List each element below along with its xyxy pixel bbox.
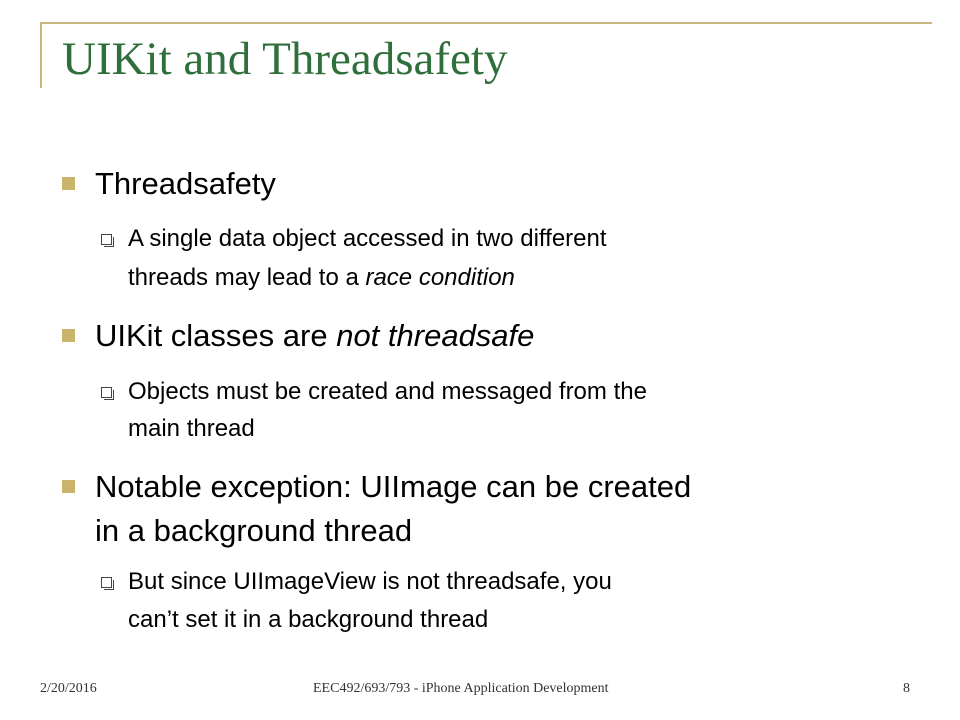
sub-bullet-box-icon xyxy=(101,234,112,245)
footer-course: EEC492/693/793 - iPhone Application Development xyxy=(313,681,609,696)
bullet-2-text-plain: UIKit classes are xyxy=(95,318,337,353)
emphasis-race-condition: race condition xyxy=(365,264,515,291)
bullet-square-icon xyxy=(62,329,75,342)
bullet-3-line-2: in a background thread xyxy=(95,513,413,548)
slide-title: UIKit and Threadsafety xyxy=(62,33,508,85)
footer-page-number: 8 xyxy=(903,681,910,696)
bullet-1-sub-1-line-2 xyxy=(128,261,515,295)
bullet-2-sub-1-line-2: main thread xyxy=(128,415,255,442)
bullet-2-sub-1-line-1: Objects must be created and messaged from the xyxy=(128,378,647,405)
footer-date: 2/20/2016 xyxy=(40,681,97,696)
bullet-1-sub-1-line-2-text: threads may lead to a xyxy=(128,264,366,291)
bullet-square-icon xyxy=(62,480,75,493)
emphasis-not-threadsafe: not threadsafe xyxy=(336,318,535,353)
sub-bullet-box-icon xyxy=(101,577,112,588)
bullet-square-icon xyxy=(62,177,75,190)
bullet-3-line-1: Notable exception: UIImage can be created xyxy=(95,469,692,504)
bullet-1-sub-1-line-1: A single data object accessed in two different xyxy=(128,225,607,252)
bullet-3-sub-1-line-1: But since UIImageView is not threadsafe, you xyxy=(128,568,612,595)
bullet-2-text xyxy=(95,315,534,357)
bullet-3-sub-1-line-2: can’t set it in a background thread xyxy=(128,606,489,633)
sub-bullet-box-icon xyxy=(101,387,112,398)
bullet-1-text: Threadsafety xyxy=(95,166,276,201)
